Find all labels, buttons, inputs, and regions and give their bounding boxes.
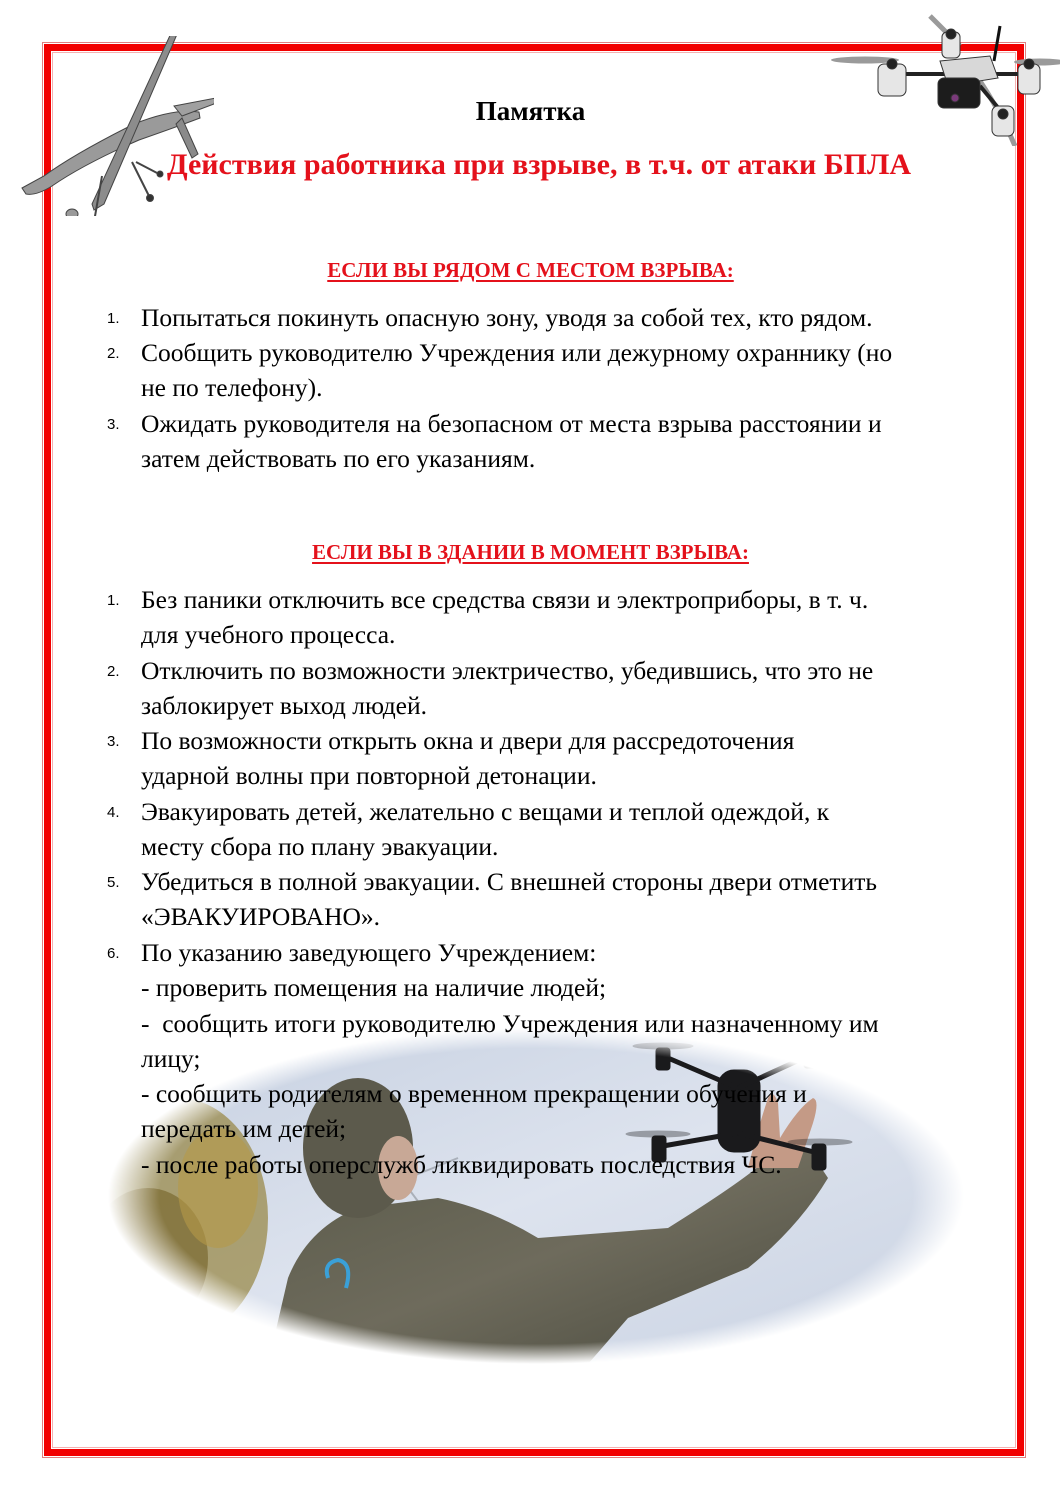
list-item-number: 5. <box>107 874 120 891</box>
list-item-subitem: - сообщить родителям о временном прекращении обучения и <box>141 1079 807 1109</box>
list-item <box>107 864 1003 935</box>
document-title: Памятка <box>475 96 586 126</box>
list-item-text: для учебного процесса. <box>141 620 396 650</box>
list-item-number: 1. <box>107 592 120 609</box>
list-item-number: 3. <box>107 416 120 433</box>
list-item <box>107 300 1003 335</box>
list-item <box>107 582 1003 653</box>
list-item-text: Отключить по возможности электричество, убедившись, что это не <box>141 656 874 685</box>
list-item <box>107 335 1003 406</box>
document-subtitle: Действия работника при взрыве, в т.ч. от атаки БПЛА <box>166 148 912 181</box>
list-item-number: 4. <box>107 804 120 821</box>
list-item-subitem: лицу; <box>141 1043 201 1073</box>
list-item-number: 1. <box>107 310 120 327</box>
list-item-number: 2. <box>107 345 120 362</box>
section-heading-near-explosion: ЕСЛИ ВЫ РЯДОМ С МЕСТОМ ВЗРЫВА: <box>327 258 734 282</box>
list-item-text: Попытаться покинуть опасную зону, уводя за собой тех, кто рядом. <box>141 303 873 332</box>
list-item-text: месту сбора по плану эвакуации. <box>141 832 499 862</box>
list-item-number: 6. <box>107 945 120 962</box>
list-item-text: «ЭВАКУИРОВАНО». <box>141 902 381 932</box>
list-item-text: ударной волны при повторной детонации. <box>141 761 597 791</box>
list-item-number: 2. <box>107 663 120 680</box>
list-item-text: Убедиться в полной эвакуации. С внешней стороны двери отметить <box>141 867 877 896</box>
section-heading-in-building: ЕСЛИ ВЫ В ЗДАНИИ В МОМЕНТ ВЗРЫВА: <box>312 540 749 564</box>
list-item <box>107 794 1003 865</box>
list-item-subitem: - сообщить итоги руководителю Учреждения или назначенному им <box>141 1008 879 1038</box>
list-item <box>107 406 1003 477</box>
list-item <box>107 653 1003 724</box>
list-item <box>107 723 1003 794</box>
list-item-subitem: передать им детей; <box>141 1114 347 1144</box>
list-item-text: Ожидать руководителя на безопасном от места взрыва расстоянии и <box>141 409 882 438</box>
list-item-text: заблокирует выход людей. <box>141 691 428 721</box>
list-item-subitem: - после работы оперслужб ликвидировать последствия ЧС. <box>141 1149 782 1179</box>
list-item-subitem: - проверить помещения на наличие людей; <box>141 973 607 1003</box>
list-item-text: не по телефону). <box>141 373 323 403</box>
list-item-text: Сообщить руководителю Учреждения или дежурному охраннику (но <box>141 338 893 367</box>
list-item-text: Без паники отключить все средства связи и электроприборы, в т. ч. <box>141 585 869 614</box>
list-item <box>107 935 1003 1182</box>
list-item-text: По возможности открыть окна и двери для рассредоточения <box>141 726 795 755</box>
list-item-text: Эвакуировать детей, желательно с вещами и теплой одеждой, к <box>141 797 830 826</box>
list-item-text: затем действовать по его указаниям. <box>141 444 536 474</box>
list-item-text: По указанию заведующего Учреждением: <box>141 938 597 967</box>
list-item-number: 3. <box>107 733 120 750</box>
